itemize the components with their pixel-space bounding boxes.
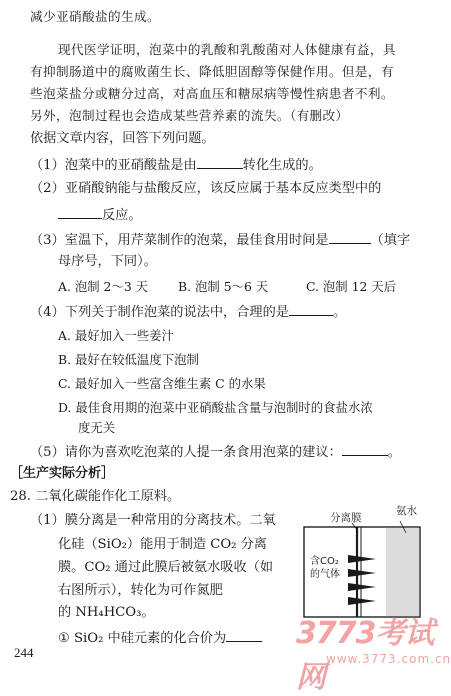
option-a[interactable]: A. 泡制 2～3 天 [58, 279, 149, 294]
question-28-sub1 [58, 628, 262, 648]
question-28-text: （1）膜分离是一种常用的分离技术。二氧 [30, 513, 276, 528]
answer-blank[interactable] [226, 628, 262, 642]
question-text: （5）请你为喜欢吃泡菜的人提一条食用泡菜的建议： [30, 445, 342, 460]
answer-blank[interactable] [289, 302, 333, 316]
question-1 [30, 155, 322, 175]
question-text: 反应。 [102, 208, 142, 223]
question-28-text: 膜。CO₂ 通过此膜后被氨水吸收（如 [58, 560, 274, 575]
option-a[interactable]: A. 最好加入一些姜汁 [58, 328, 174, 343]
passage-line: 另外，泡制过程也会造成某些营养素的流失。（有删改） [30, 108, 349, 123]
question-text: 转化生成的。 [242, 158, 322, 173]
watermark [290, 608, 451, 695]
page-number: 244 [14, 645, 34, 660]
question-28-text: 化硅（SiO₂）能用于制造 CO₂ 分离 [58, 537, 267, 552]
question-text: （4）下列关于制作泡菜的说法中，合理的是 [30, 305, 289, 320]
instructions: 依据文章内容，回答下列问题。 [30, 131, 215, 146]
question-text: 。 [387, 445, 401, 460]
question-text: （填字 [370, 233, 411, 248]
gas-label-line: 含CO₂ [310, 556, 339, 567]
section-title: ［生产实际分析］ [10, 466, 115, 481]
option-d-continued: 度无关 [78, 420, 116, 435]
question-28-text: 右图所示），转化为可作氮肥 [58, 583, 223, 598]
question-text: 。 [332, 305, 347, 320]
option-c[interactable]: C. 泡制 12 天后 [306, 279, 397, 294]
question-text: （3）室温下，用芹菜制作的泡菜，最佳食用时间是 [30, 233, 329, 248]
question-text: （1）泡菜中的亚硝酸盐是由 [30, 158, 197, 173]
passage-line: 有抑制肠道中的腐败菌生长、降低胆固醇等保健作用。但是，有 [30, 64, 394, 79]
question-28-title: 28. 二氧化碳能作化工原料。 [10, 489, 181, 504]
answer-blank[interactable] [329, 230, 371, 244]
answer-blank[interactable] [342, 442, 388, 456]
passage-line: 些泡菜盐分或糖分过高，对高血压和糖尿病等慢性病患者不利。 [30, 86, 394, 101]
membrane-label: 分离膜 [330, 512, 362, 524]
option-b[interactable]: B. 最好在较低温度下泡制 [58, 352, 199, 367]
passage-line: 减少亚硝酸盐的生成。 [30, 9, 160, 24]
membrane-diagram [300, 505, 426, 621]
gas-label-line: 的气体 [310, 569, 340, 580]
question-4 [30, 302, 346, 322]
watermark-url: www.3773.com.cn [326, 652, 451, 666]
option-b[interactable]: B. 泡制 5～6 天 [178, 279, 269, 294]
ammonia-label: 氨水 [396, 505, 417, 517]
question-text: ① SiO₂ 中硅元素的化合价为 [58, 631, 227, 646]
question-3-line2: 母序号，下同）。 [58, 254, 157, 269]
question-5 [30, 442, 401, 462]
answer-blank[interactable] [58, 205, 102, 219]
watermark-logo: 3773考试网 [296, 616, 434, 695]
option-c[interactable]: C. 最好加入一些富含维生素 C 的水果 [58, 376, 266, 391]
passage-line: 现代医学证明，泡菜中的乳酸和乳酸菌对人体健康有益，具 [58, 42, 396, 57]
question-3 [30, 230, 410, 250]
question-2: （2）亚硝酸钠能与盐酸反应，该反应属于基本反应类型中的 [30, 181, 382, 196]
question-2-line2 [58, 205, 142, 225]
option-d[interactable]: D. 最佳食用期的泡菜中亚硝酸盐含量与泡制时的食盐水浓 [58, 400, 373, 415]
question-28-text: 的 NH₄HCO₃。 [58, 605, 155, 620]
answer-blank[interactable] [197, 155, 243, 169]
gas-label [310, 555, 340, 581]
